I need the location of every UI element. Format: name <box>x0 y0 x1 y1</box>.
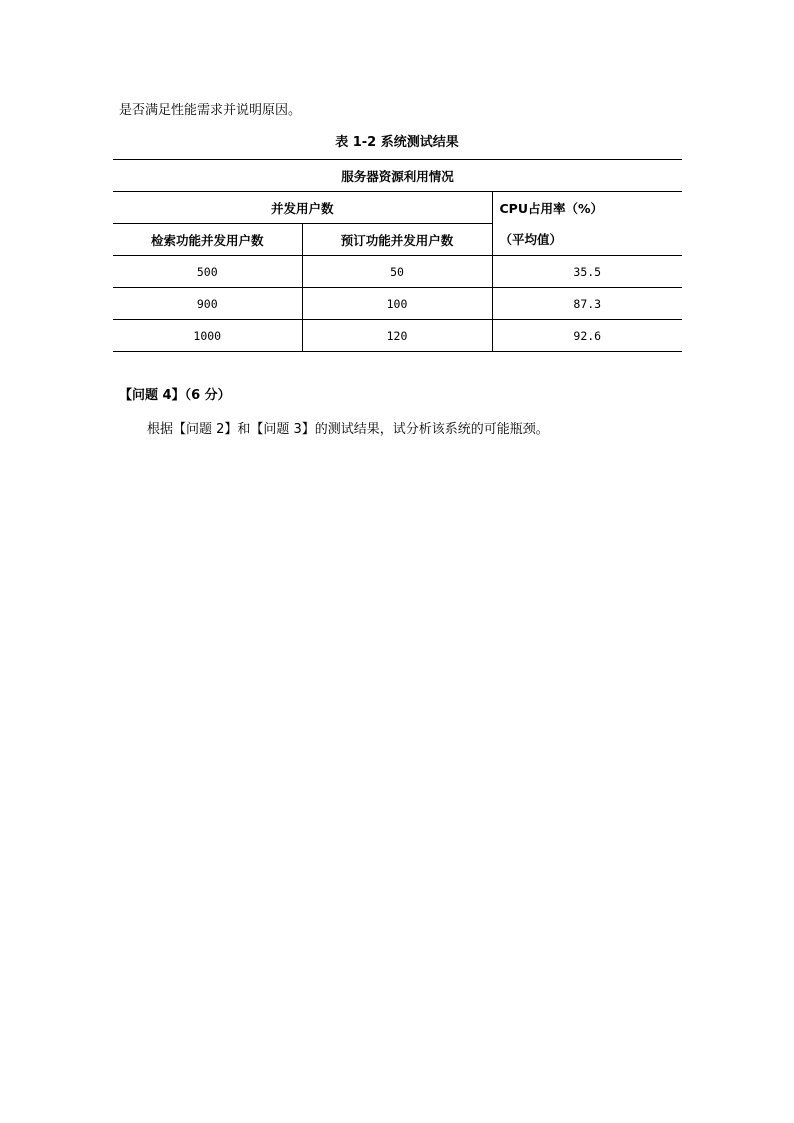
booking-users-cell: 100 <box>302 288 492 320</box>
concurrent-users-header: 并发用户数 <box>113 192 492 224</box>
booking-users-cell: 50 <box>302 256 492 288</box>
question-4-body: 根据【问题 2】和【问题 3】的测试结果，试分析该系统的可能瓶颈。 <box>147 422 549 437</box>
cpu-usage-cell: 35.5 <box>492 256 682 288</box>
cpu-usage-cell: 92.6 <box>492 320 682 352</box>
question-4-title: 【问题 4】（6 分） <box>119 388 231 403</box>
table-row <box>113 320 682 352</box>
cpu-usage-cell: 87.3 <box>492 288 682 320</box>
table-row <box>113 256 682 288</box>
table-row <box>113 288 682 320</box>
test-results-table <box>113 159 682 352</box>
group-header: 服务器资源利用情况 <box>113 160 682 192</box>
search-users-cell: 900 <box>113 288 302 320</box>
table-caption: 表 1-2 系统测试结果 <box>335 135 459 150</box>
booking-users-header: 预订功能并发用户数 <box>302 224 492 256</box>
search-users-cell: 500 <box>113 256 302 288</box>
booking-users-cell: 120 <box>302 320 492 352</box>
intro-text: 是否满足性能需求并说明原因。 <box>119 103 302 118</box>
cpu-usage-header-line1: CPU占用率（%） <box>499 200 604 216</box>
search-users-cell: 1000 <box>113 320 302 352</box>
cpu-usage-header-line2: （平均值） <box>499 231 563 247</box>
cpu-usage-header <box>492 192 682 256</box>
search-users-header: 检索功能并发用户数 <box>113 224 302 256</box>
